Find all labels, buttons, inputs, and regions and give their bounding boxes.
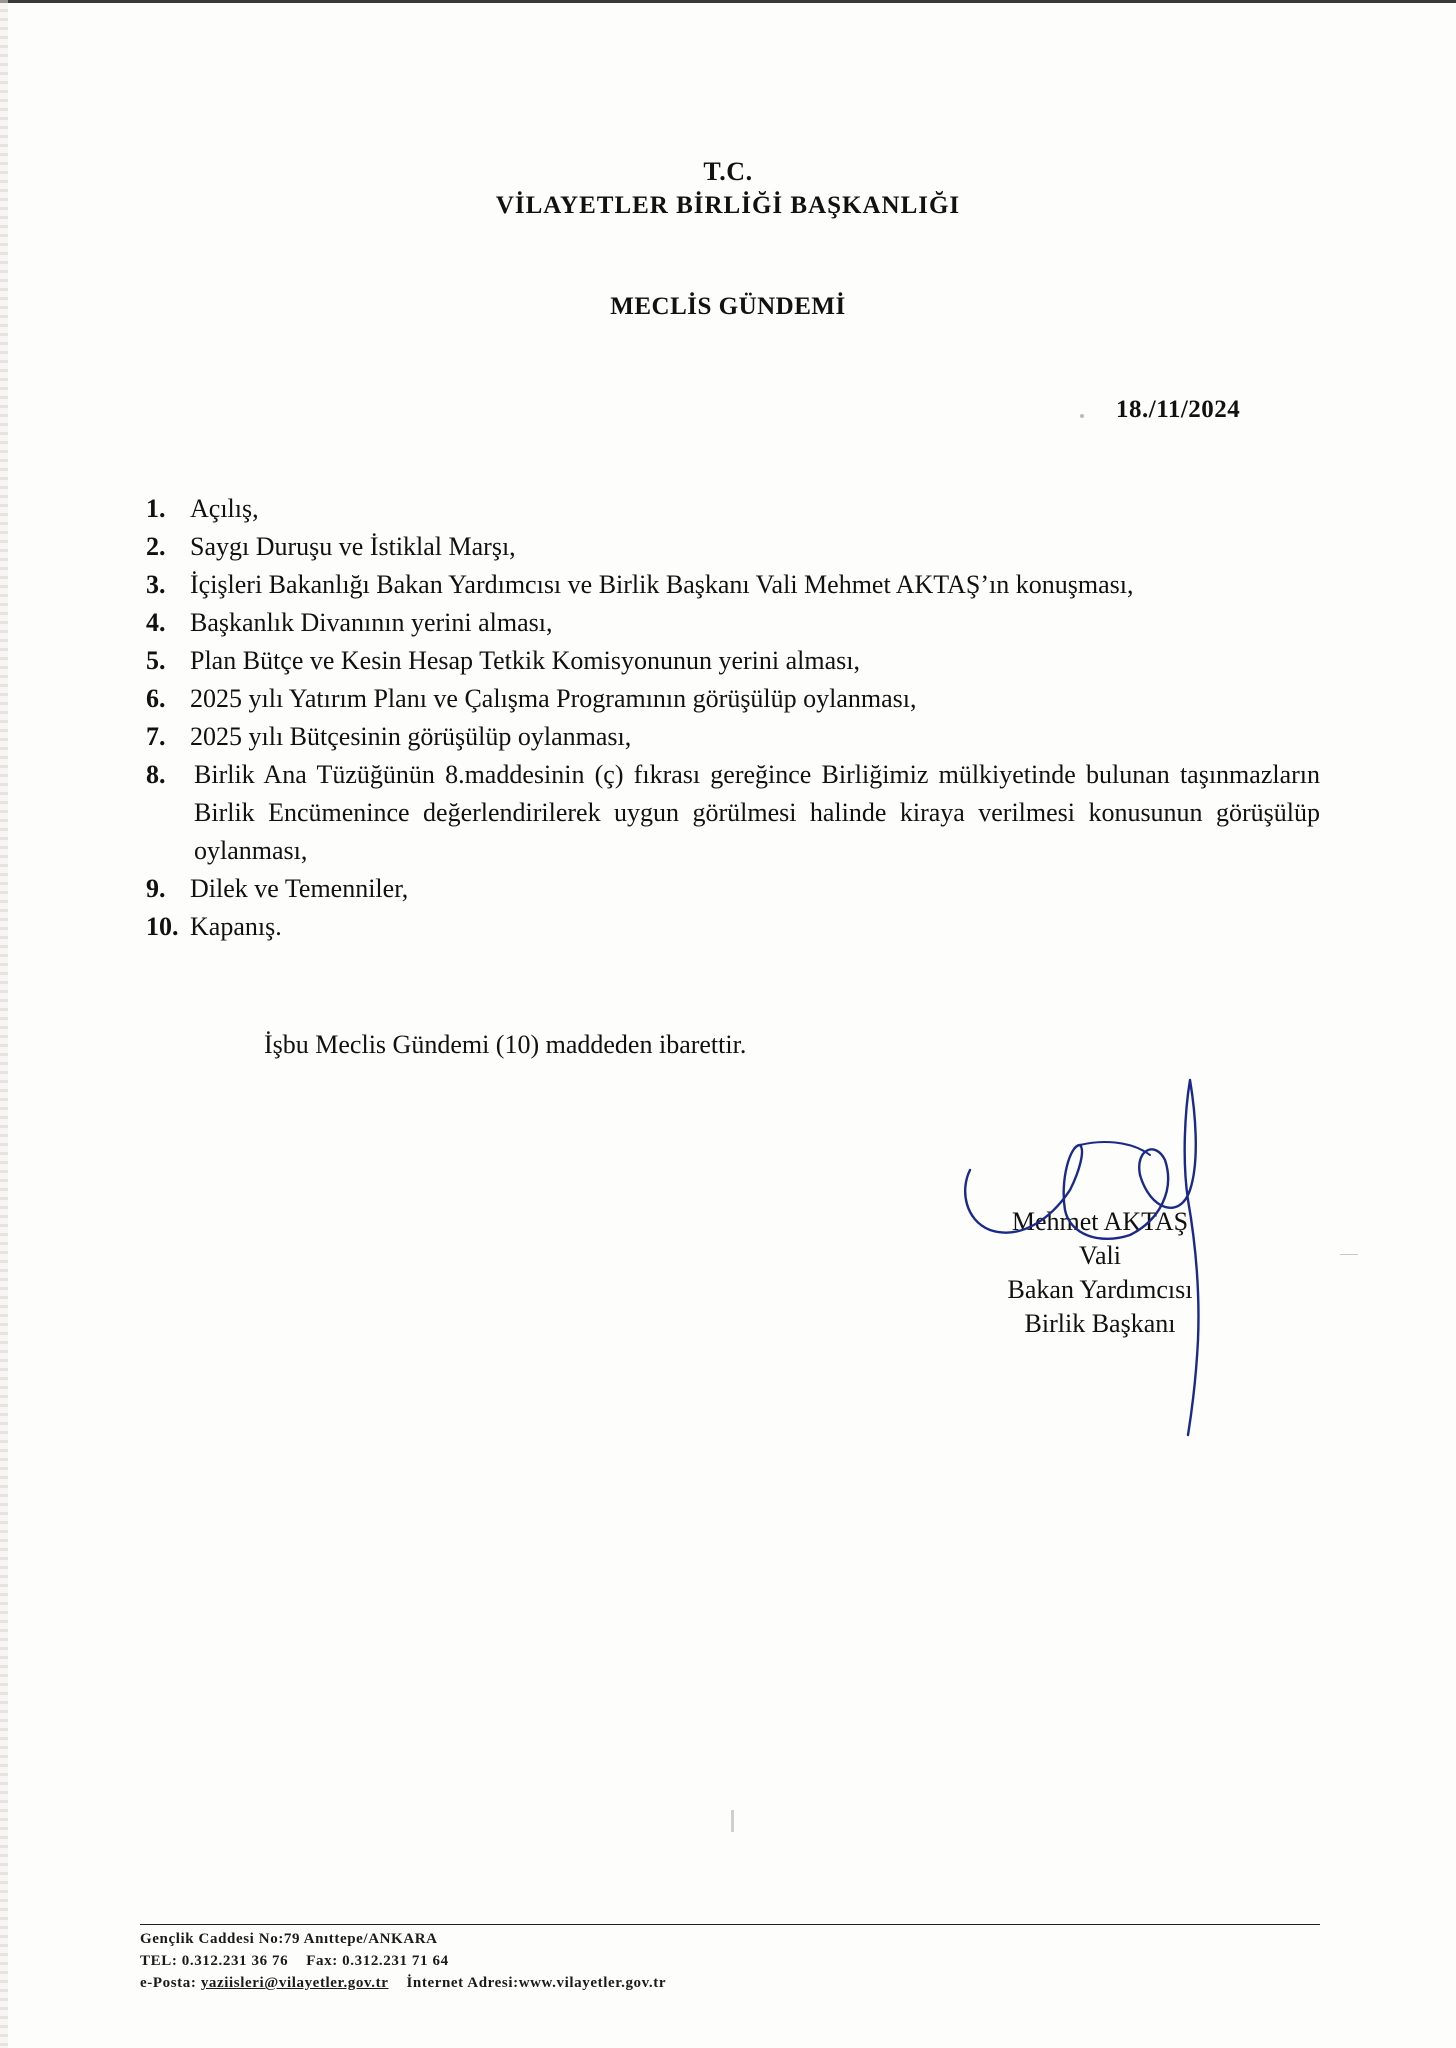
footer-contact-line [140, 1972, 666, 1994]
agenda-item-text: 2025 yılı Yatırım Planı ve Çalışma Programının görüşülüp oylanması, [190, 684, 917, 713]
scan-mark [731, 1810, 734, 1832]
signatory-name: Mehmet AKTAŞ [1011, 1207, 1189, 1236]
agenda-item-text: Kapanış. [190, 912, 282, 941]
agenda-list [146, 490, 1320, 946]
agenda-item-text: 2025 yılı Bütçesinin görüşülüp oylanması, [190, 722, 632, 751]
agenda-item [146, 908, 1320, 946]
agenda-item [146, 528, 1320, 566]
footer-address: Gençlik Caddesi No:79 Anıttepe/ANKARA [140, 1931, 438, 1947]
agenda-item-number: 5. [146, 646, 166, 675]
document-footer [140, 1928, 666, 1994]
agenda-item-number: 8. [146, 760, 166, 789]
document-date: 18./11/2024 [1116, 396, 1241, 423]
agenda-item [146, 490, 1320, 528]
scan-dot [1080, 414, 1084, 418]
agenda-item-number: 10. [146, 912, 179, 941]
document-header [0, 155, 1456, 223]
agenda-item [146, 604, 1320, 642]
closing-statement: İşbu Meclis Gündemi (10) maddeden ibarettir. [264, 1030, 747, 1059]
agenda-item-text: Açılış, [190, 494, 259, 523]
agenda-item-number: 4. [146, 608, 166, 637]
agenda-item-number: 3. [146, 570, 166, 599]
scan-side-mark [1340, 1254, 1358, 1255]
agenda-item-number: 9. [146, 874, 166, 903]
agenda-item [146, 680, 1320, 718]
footer-email-label: e-Posta: [140, 1975, 197, 1991]
agenda-item-text: Plan Bütçe ve Kesin Hesap Tetkik Komisyonunun yerini alması, [190, 646, 860, 675]
agenda-item [146, 642, 1320, 680]
agenda-item [146, 870, 1320, 908]
agenda-item-text: Başkanlık Divanının yerini alması, [190, 608, 553, 637]
agenda-item-text: İçişleri Bakanlığı Bakan Yardımcısı ve Birlik Başkanı Vali Mehmet AKTAŞ’ın konuşması, [190, 570, 1134, 599]
scan-top-edge [0, 0, 1456, 3]
header-tc: T.C. [703, 157, 753, 186]
signatory-title-deputy-minister: Bakan Yardımcısı [1007, 1275, 1193, 1304]
agenda-item-number: 1. [146, 494, 166, 523]
footer-email-link[interactable]: yaziisleri@vilayetler.gov.tr [200, 1975, 389, 1991]
agenda-item-number: 2. [146, 532, 166, 561]
footer-phone-line [140, 1950, 666, 1972]
agenda-item-text: Dilek ve Temenniler, [190, 874, 409, 903]
agenda-item [146, 718, 1320, 756]
footer-divider [140, 1924, 1320, 1925]
signatory-title-governor: Vali [1079, 1241, 1121, 1270]
signatory-title-president: Birlik Başkanı [1024, 1309, 1176, 1338]
agenda-item [146, 566, 1320, 604]
document-subject: MECLİS GÜNDEMİ [610, 293, 846, 320]
agenda-item-number: 6. [146, 684, 166, 713]
header-organization: VİLAYETLER BİRLİĞİ BAŞKANLIĞI [495, 192, 961, 219]
footer-tel: TEL: 0.312.231 36 76 [140, 1953, 289, 1969]
agenda-item-text: Birlik Ana Tüzüğünün 8.maddesinin (ç) fıkrası gereğince Birliğimiz mülkiyetinde bulunan taşınmazların Birlik Encümenince değerlendirilerek uygun görülmesi halinde kiraya verilmesi konusunun görüşülüp oylanması, [194, 760, 1320, 865]
agenda-item-text: Saygı Duruşu ve İstiklal Marşı, [190, 532, 516, 561]
footer-web[interactable]: İnternet Adresi:www.vilayetler.gov.tr [406, 1975, 667, 1991]
agenda-item-number: 7. [146, 722, 166, 751]
footer-fax: Fax: 0.312.231 71 64 [306, 1953, 449, 1969]
agenda-item [146, 756, 1320, 870]
handwritten-signature [960, 1070, 1240, 1440]
